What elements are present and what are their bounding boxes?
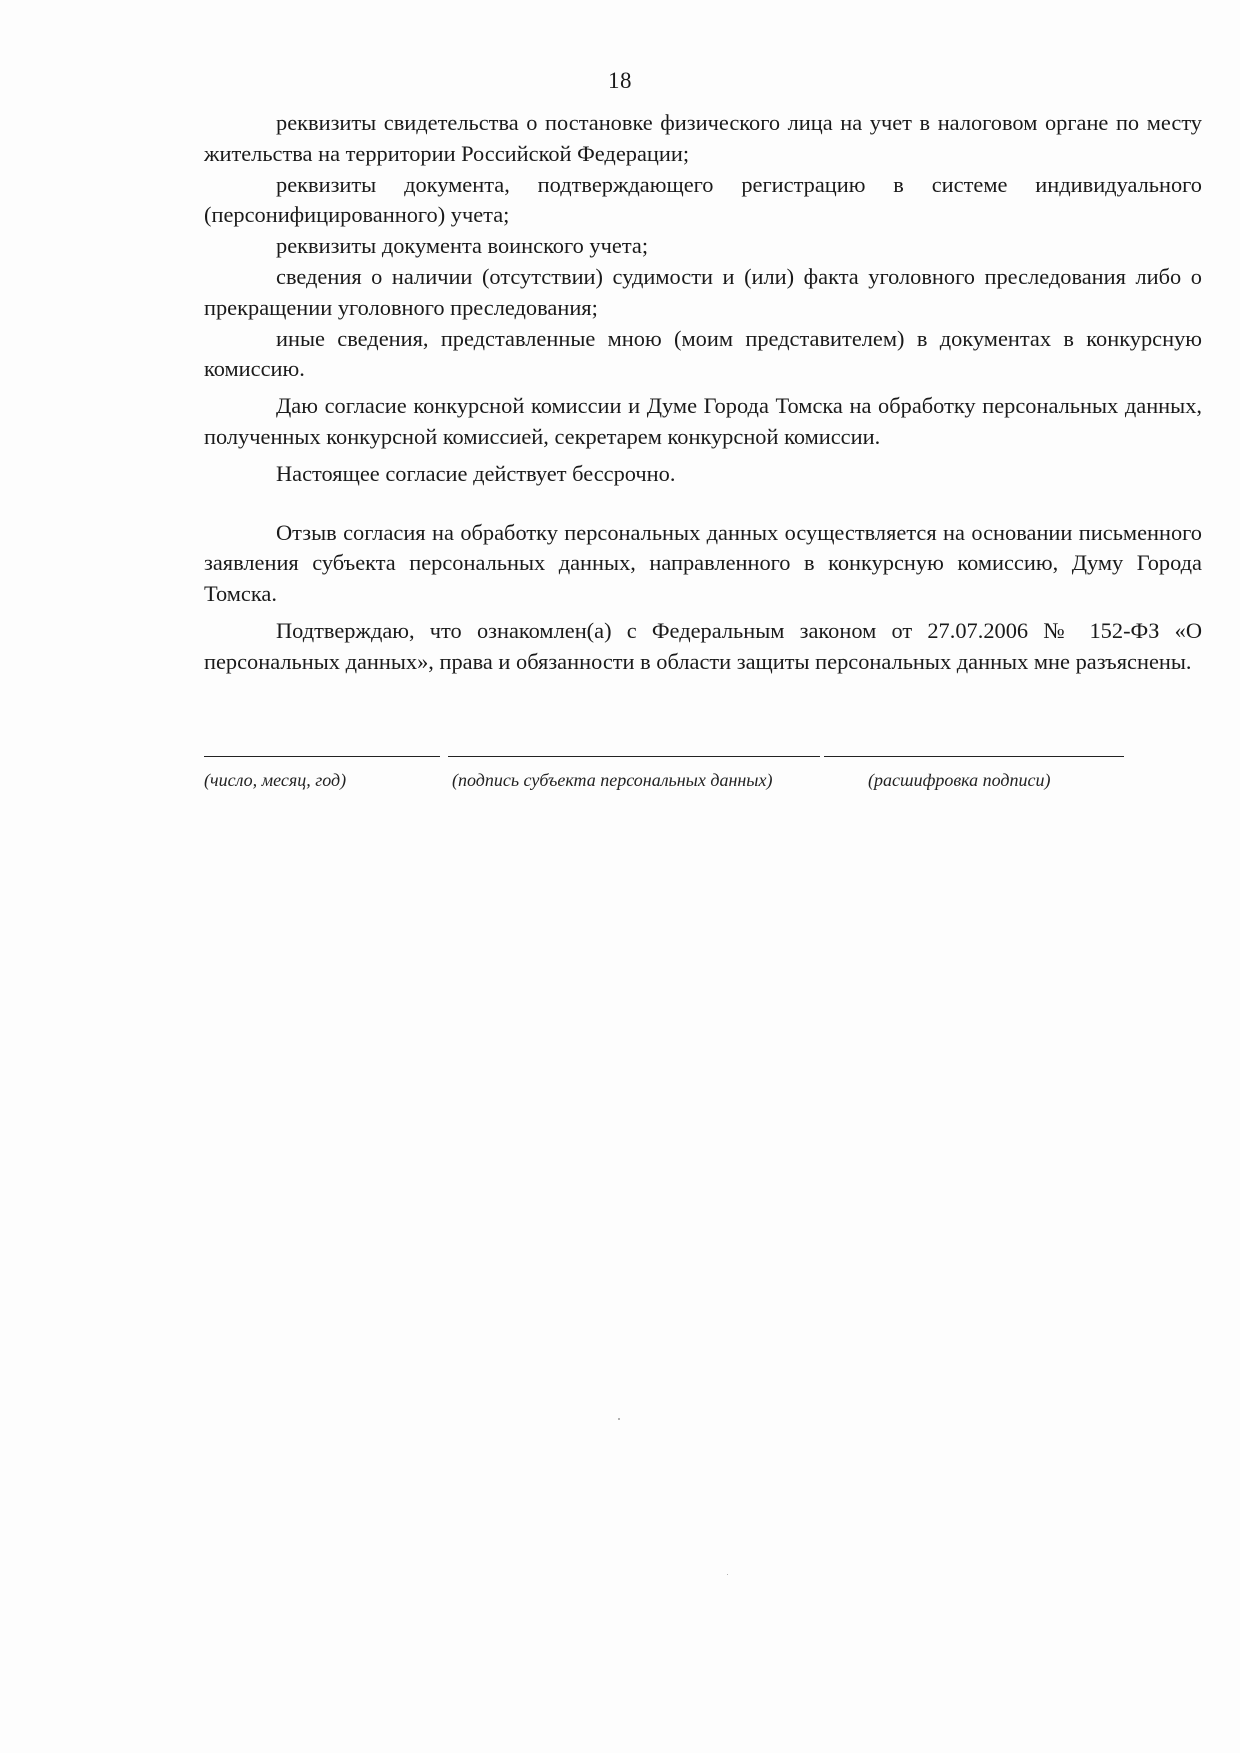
paragraph-withdrawal: Отзыв согласия на обработку персональных данных осуществляется на основании письменного заявления субъекта персональных данных, направленного в конкурсную комиссию, Думу Города Томска. [204,519,1202,607]
page-number: 18 [608,68,632,93]
signature-block [204,756,1124,816]
scan-speck [727,1574,728,1575]
paragraph-acknowledgement: Подтверждаю, что ознакомлен(а) с Федеральным законом от 27.07.2006 № 152-ФЗ «О персональных данных», права и обязанности в области защиты персональных данных мне разъяснены. [204,617,1202,674]
date-line[interactable] [204,756,440,757]
paragraph-military-record: реквизиты документа воинского учета; [276,233,649,259]
paragraph-consent: Даю согласие конкурсной комиссии и Думе Города Томска на обработку персональных данных, полученных конкурсной комиссией, секретарем конкурсной комиссии. [204,393,1202,449]
scan-speck [618,1418,620,1420]
decoding-line[interactable] [824,756,1124,757]
document-body [204,108,1202,678]
decoding-caption: (расшифровка подписи) [868,770,1051,790]
signature-line[interactable] [448,756,820,757]
paragraph-criminal-record: сведения о наличии (отсутствии) судимости и (или) факта уголовного преследования либо о прекращении уголовного преследования; [204,263,1202,320]
paragraph-personal-accounting: реквизиты документа, подтверждающего регистрацию в системе индивидуального (персонифицированного) учета; [204,171,1202,228]
paragraph-other-info: иные сведения, представленные мною (моим представителем) в документах в конкурсную комиссию. [204,325,1202,382]
paragraph-validity: Настоящее согласие действует бессрочно. [276,460,676,486]
signature-caption: (подпись субъекта персональных данных) [452,770,773,790]
date-caption: (число, месяц, год) [204,770,347,790]
paragraph-tax-registration: реквизиты свидетельства о постановке физического лица на учет в налоговом органе по месту жительства на территории Российской Федерации; [204,110,1202,166]
